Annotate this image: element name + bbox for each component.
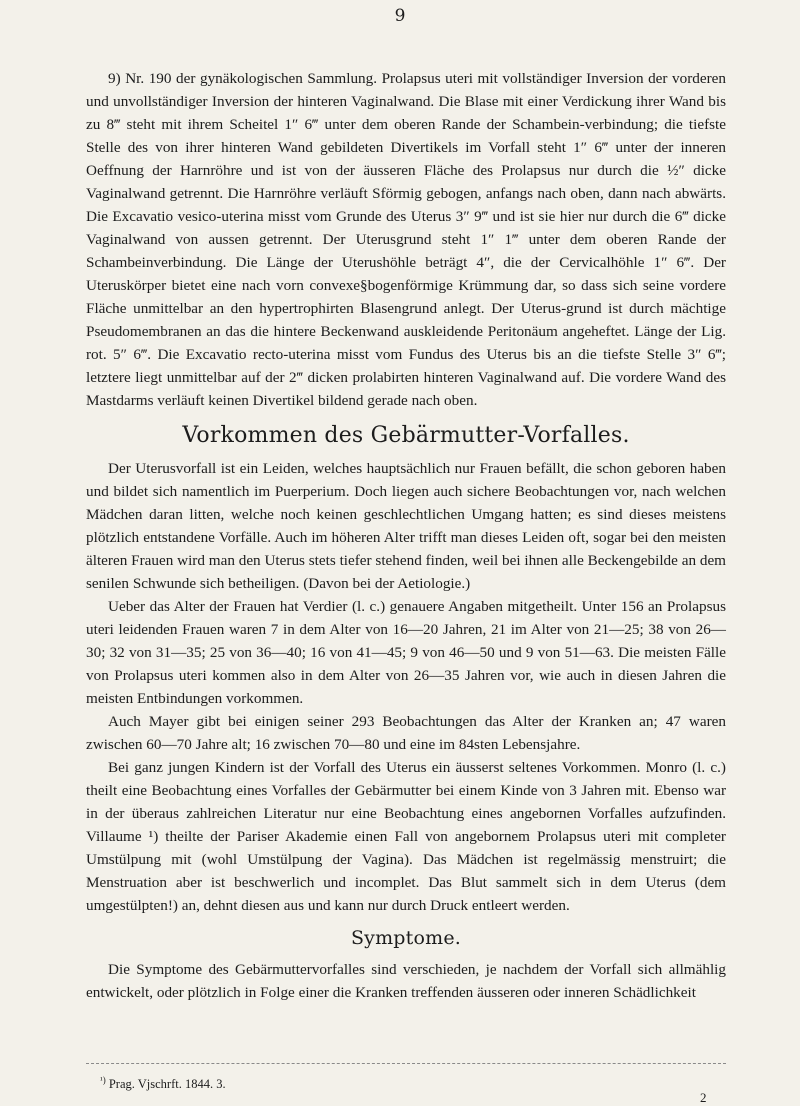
body-text (86, 67, 726, 1004)
heading-vorkommen: Vorkommen des Gebärmutter-Vorfalles. (182, 423, 630, 448)
page-number: 9 (394, 6, 406, 26)
heading-symptome: Symptome. (350, 927, 462, 949)
paragraph-uterusvorfall: Der Uterusvorfall ist ein Leiden, welches hauptsächlich nur Frauen befällt, die schon geboren haben und bildet sich namentlich im Puerperium. Doch liegen auch sichere Beobachtungen vor, nach welchen Mädchen daran litten, welche noch keinen geschlechtlichen Umgang hatten; es sind dieses meistens plötzlich entstandene Vorfälle. Auch im höheren Alter trifft man dieses Leiden oft, sogar bei den meisten älteren Frauen wird man den Uterus stets tiefer stehend finden, weil bei ihnen alle Beckengebilde an dem senilen Schwunde sich betheiligen. (Davon bei der Aetiologie.) (86, 460, 726, 592)
signature-mark: 2 (700, 1090, 707, 1105)
paragraph-specimen-9: 9) Nr. 190 der gynäkologischen Sammlung. Prolapsus uteri mit vollständiger Inversion der vorderen und unvollständiger Inversion der hinteren Vaginalwand. Die Blase mit einer Verdickung ihrer Wand bis zu 8‴ steht mit ihrem Scheitel 1″ 6‴ unter dem oberen Rande der Schambein-verbindung; die tiefste Stelle des von ihrer hinteren Wand gebildeten Divertikels im Vorfall steht 1″ 6‴ unter der inneren Oeffnung der Harnröhre und ist von der äusseren Fläche des Prolapsus nur durch die ½″ dicke Vaginalwand getrennt. Die Harnröhre verläuft Sförmig gebogen, anfangs nach oben, dann nach abwärts. Die Excavatio vesico-uterina misst vom Grunde des Uterus 3″ 9‴ und ist sie hier nur durch die 6‴ dicke Vaginalwand von aussen getrennt. Der Uterusgrund steht 1″ 1‴ unter dem oberen Rande der Schambeinverbindung. Die Länge der Uterushöhle beträgt 4″, die der Cervicalhöhle 1″ 6‴. Der Uteruskörper bietet eine nach vorn convexe§bogenförmige Krümmung dar, so dass sich seine vordere Fläche unmittelbar an den hypertrophirten Blasengrund anlegt. Der Uterus-grund ist durch mächtige Pseudomembranen an das die hintere Beckenwand auskleidende Peritonäum angeheftet. Länge der Lig. rot. 5″ 6‴. Die Excavatio recto-uterina misst vom Fundus des Uterus bis an die tiefste Stelle 3″ 6‴; letztere liegt unmittelbar auf der 2‴ dicken prolabirten hinteren Vaginalwand auf. Die vordere Wand des Mastdarms verläuft keinen Divertikel bildend gerade nach oben. (86, 70, 726, 409)
footnote-divider (86, 1063, 726, 1064)
footnote-mark: ¹) (100, 1075, 106, 1085)
paragraph-symptome: Die Symptome des Gebärmuttervorfalles sind verschieden, je nachdem der Vorfall sich allmählig entwickelt, oder plötzlich in Folge einer die Kranken treffenden äusseren oder inneren Schädlichkeit (86, 961, 726, 1001)
paragraph-kinder: Bei ganz jungen Kindern ist der Vorfall des Uterus ein äusserst seltenes Vorkommen. Monro (l. c.) theilt eine Beobachtung eines Vorfalles der Gebärmutter bei einem Kinde von 3 Jahren mit. Ebenso war in der überaus zahlreichen Literatur nur eine Beobachtung eines angebornen Vorfalles aufzufinden. Villaume ¹) theilte der Pariser Akademie einen Fall von angebornem Prolapsus uteri mit completer Umstülpung mit (wohl Umstülpung der Vagina). Das Mädchen ist regelmässig menstruirt; die Menstruation aber ist beschwerlich und incomplet. Das Blut sammelt sich in dem Uterus (dem umgestülpten!) an, dehnt diesen aus und kann nur durch Druck entleert werden. (86, 759, 726, 914)
paragraph-mayer: Auch Mayer gibt bei einigen seiner 293 Beobachtungen das Alter der Kranken an; 47 waren zwischen 60—70 Jahre alt; 16 zwischen 70—80 und eine im 84sten Lebensjahre. (86, 713, 726, 753)
paragraph-verdier: Ueber das Alter der Frauen hat Verdier (l. c.) genauere Angaben mitgetheilt. Unter 156 an Prolapsus uteri leidenden Frauen waren 7 in dem Alter von 16—20 Jahren, 21 im Alter von 21—25; 38 von 26—30; 32 von 31—35; 25 von 36—40; 16 von 41—45; 9 von 46—50 und 9 von 51—63. Die meisten Fälle von Prolapsus uteri kommen also in dem Alter von 26—35 Jahren vor, wie auch in diesen Jahren die meisten Entbindungen vorkommen. (86, 598, 726, 707)
footnote-text: Prag. Vjschrft. 1844. 3. (108, 1077, 226, 1092)
footnote (100, 1075, 226, 1092)
